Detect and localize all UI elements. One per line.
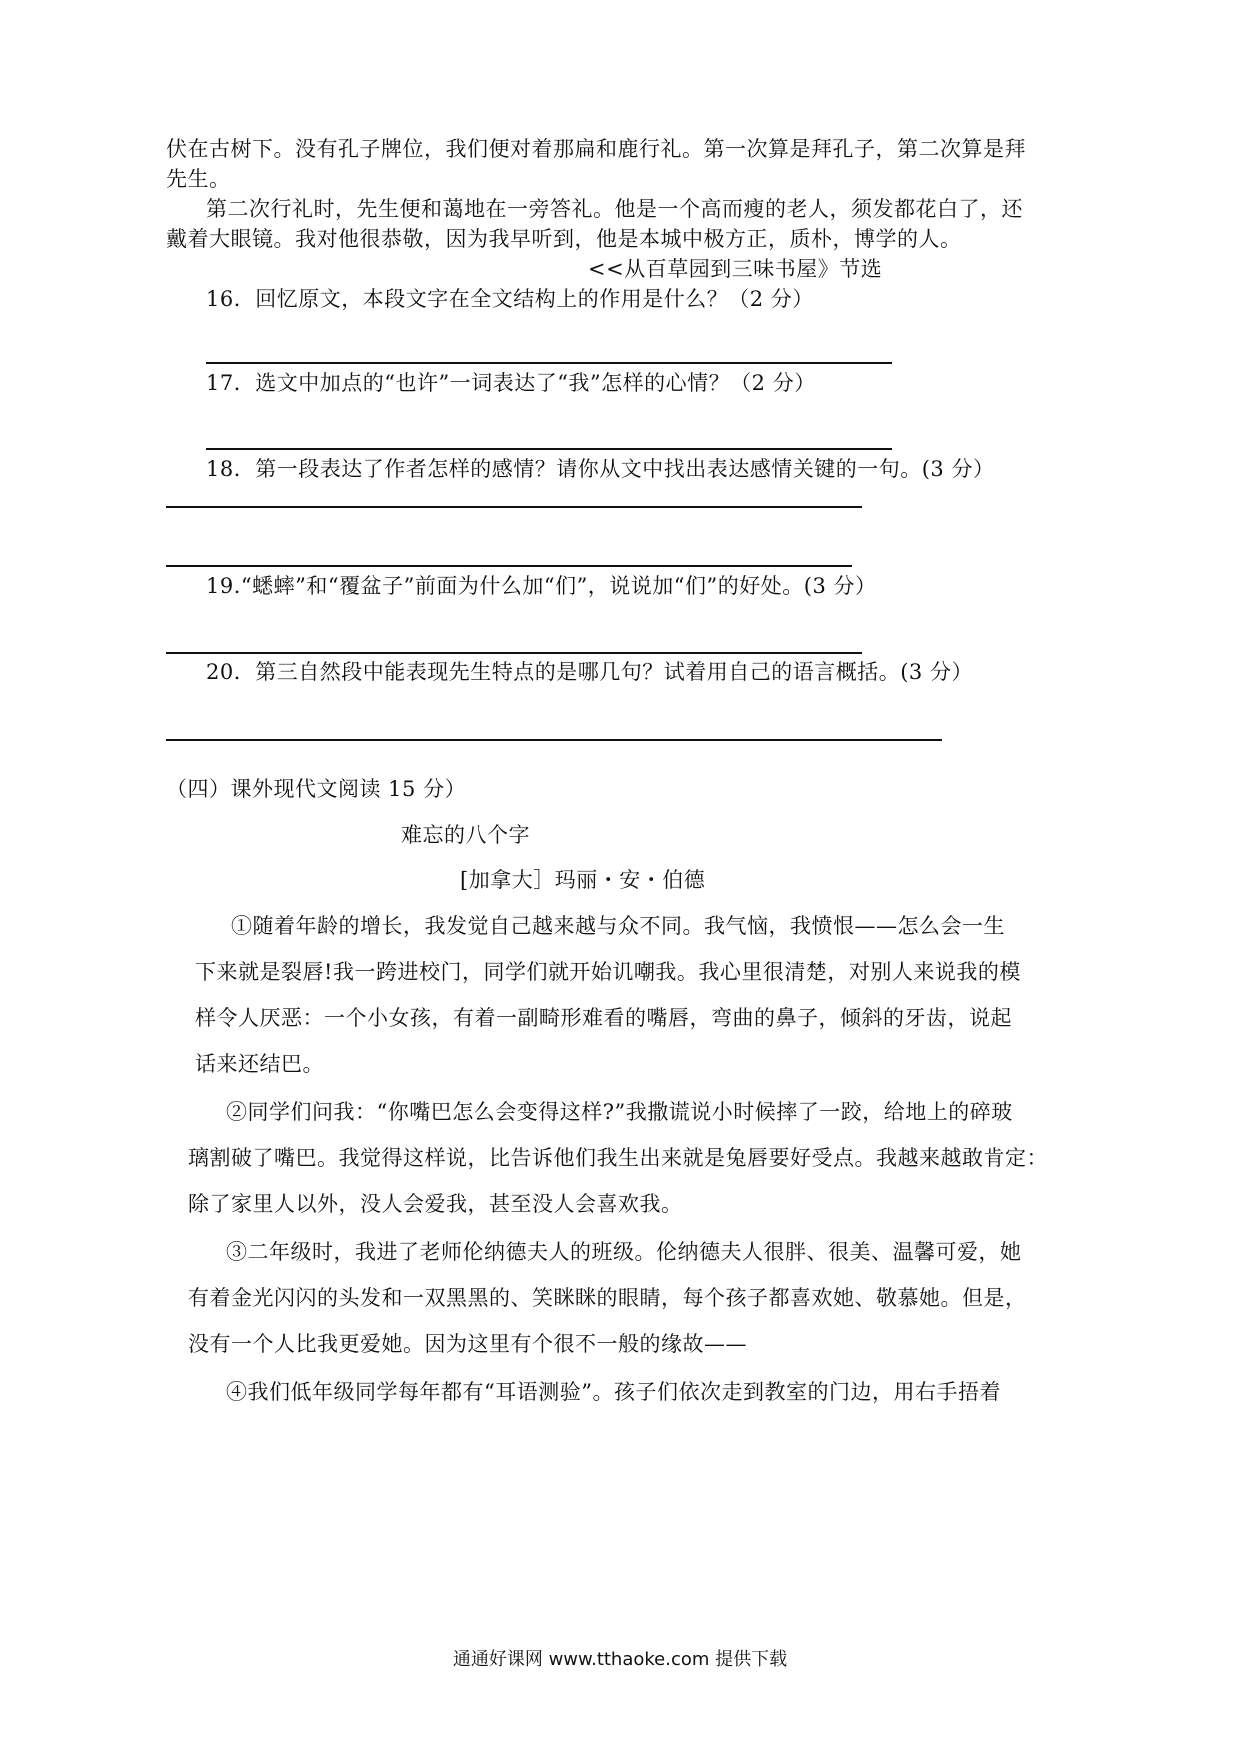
paragraph-line: ①随着年龄的增长，我发觉自己越来越与众不同。我气恼，我愤恨——怎么会一生 xyxy=(231,914,1005,938)
answer-line xyxy=(206,448,892,450)
section-heading: （四）课外现代文阅读 15 分） xyxy=(166,777,467,801)
passage-line: 先生。 xyxy=(166,167,231,191)
passage-source: <<从百草园到三味书屋》节选 xyxy=(588,257,883,281)
answer-line xyxy=(166,565,852,567)
passage-line: 伏在古树下。没有孔子牌位，我们便对着那扁和鹿行礼。第一次算是拜孔子，第二次算是拜 xyxy=(166,137,1026,161)
article-title: 难忘的八个字 xyxy=(401,823,530,847)
paragraph-line: 有着金光闪闪的头发和一双黑黑的、笑眯眯的眼睛，每个孩子都喜欢她、敬慕她。但是， xyxy=(188,1286,1027,1310)
answer-line xyxy=(206,362,892,364)
page-footer: 通通好课网 www.tthaoke.com 提供下载 xyxy=(452,1649,788,1670)
passage-line: 第二次行礼时，先生便和蔼地在一旁答礼。他是一个高而瘦的老人，须发都花白了，还 xyxy=(206,197,1023,221)
paragraph-line: ③二年级时，我进了老师伦纳德夫人的班级。伦纳德夫人很胖、很美、温馨可爱，她 xyxy=(226,1240,1022,1264)
answer-line xyxy=(166,652,862,654)
paragraph-line: 璃割破了嘴巴。我觉得这样说，比告诉他们我生出来就是兔唇要好受点。我越来越敢肯定： xyxy=(188,1146,1048,1170)
question-18: 18．第一段表达了作者怎样的感情？请你从文中找出表达感情关键的一句。(3 分） xyxy=(206,457,995,481)
paragraph-line: 除了家里人以外，没人会爱我，甚至没人会喜欢我。 xyxy=(188,1192,683,1216)
paragraph-line: ②同学们问我：“你嘴巴怎么会变得这样?”我撒谎说小时候摔了一跤，给地上的碎玻 xyxy=(226,1100,1013,1124)
paragraph-line: 样令人厌恶：一个小女孩，有着一副畸形难看的嘴唇，弯曲的鼻子，倾斜的牙齿，说起 xyxy=(195,1006,1012,1030)
answer-line xyxy=(166,739,942,741)
paragraph-line: 没有一个人比我更爱她。因为这里有个很不一般的缘故—— xyxy=(188,1332,747,1356)
passage-line: 戴着大眼镜。我对他很恭敬，因为我早听到，他是本城中极方正，质朴，博学的人。 xyxy=(166,227,962,251)
question-17: 17．选文中加点的“也许”一词表达了“我”怎样的心情？（2 分） xyxy=(206,371,816,395)
paragraph-line: ④我们低年级同学每年都有“耳语测验”。孩子们依次走到教室的门边，用右手捂着 xyxy=(226,1380,1001,1404)
article-author: [加拿大］玛丽・安・伯德 xyxy=(460,868,706,892)
paragraph-line: 下来就是裂唇!我一跨进校门，同学们就开始讥嘲我。我心里很清楚，对别人来说我的模 xyxy=(195,960,1021,984)
question-16: 16．回忆原文，本段文字在全文结构上的作用是什么？（2 分） xyxy=(206,287,814,311)
question-19: 19.“蟋蟀”和“覆盆子”前面为什么加“们”，说说加“们”的好处。(3 分） xyxy=(206,574,877,598)
paragraph-line: 话来还结巴。 xyxy=(195,1052,324,1076)
question-20: 20．第三自然段中能表现先生特点的是哪几句？试着用自己的语言概括。(3 分） xyxy=(206,660,973,684)
answer-line xyxy=(166,506,862,508)
